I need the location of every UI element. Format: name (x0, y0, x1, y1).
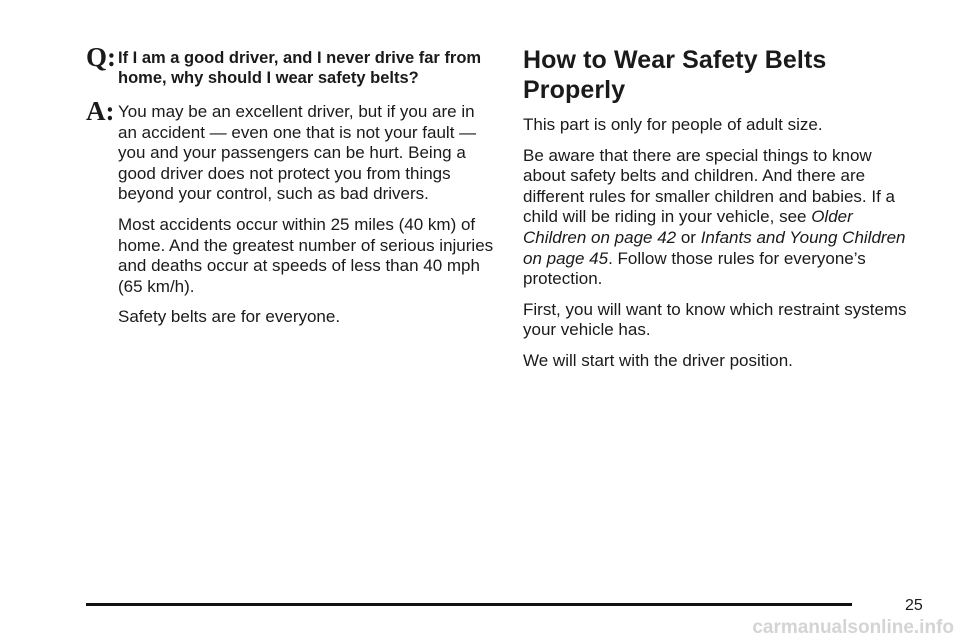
right-column (523, 45, 918, 382)
answer-paragraph: Safety belts are for everyone. (118, 307, 341, 327)
link-older-children[interactable]: Older Children on page 42 (523, 207, 853, 247)
paragraph-driver-position: We will start with the driver position. (523, 350, 793, 370)
qa-column (86, 42, 496, 338)
page-number: 25 (905, 597, 923, 614)
question-text: If I am a good driver, and I never drive far from home, why should I wear safety belts? (118, 49, 482, 87)
section-heading: How to Wear Safety Belts Properly (523, 46, 827, 104)
answer-lead-text: You may be an excellent driver, but if you are in an accident — even one that is not your fault — you and your passengers can be hurt. Being a good driver does not protect you from things beyond your control, such as bad drivers. (118, 102, 477, 204)
question-block (86, 42, 496, 88)
paragraph-restraint-systems: First, you will want to know which restraint systems your vehicle has. (523, 299, 907, 340)
link-infants-young-children[interactable]: Infants and Young Children on page 45 (523, 227, 906, 268)
answer-paragraph: Most accidents occur within 25 miles (40 km) of home. And the greatest number of serious injuries and deaths occur at speeds of less than 40 mph (65 km/h). (118, 214, 494, 296)
paragraph-text: Be aware that there are special things to know about safety belts and children. And there are different rules for smaller children and babies. If a child will be riding in your vehicle, see (523, 145, 895, 227)
paragraph-text: . Follow those rules for everyone’s protection. (523, 248, 866, 289)
question-marker: Q: (86, 42, 116, 72)
paragraph-children-rules (523, 146, 918, 290)
paragraph-text: or (676, 227, 701, 247)
paragraph-adult-size: This part is only for people of adult size. (523, 115, 823, 134)
footer-rule (86, 603, 852, 606)
answer-continuation (86, 215, 496, 328)
watermark: carmanualsonline.info (752, 617, 954, 638)
answer-marker: A: (86, 96, 115, 126)
answer-block (86, 96, 496, 205)
